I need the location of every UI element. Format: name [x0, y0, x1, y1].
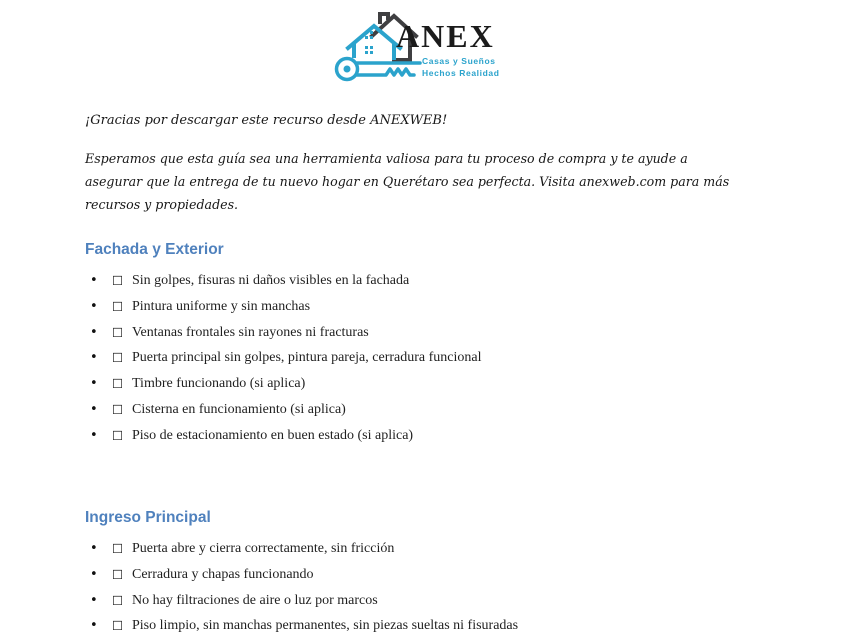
section-fachada-exterior — [85, 240, 481, 449]
checklist-item — [85, 588, 518, 614]
checkbox-glyph: ☐ — [112, 427, 124, 443]
bullet-marker: • — [90, 592, 98, 608]
checklist-item-text: Pintura uniforme y sin manchas — [132, 298, 311, 314]
checklist-item — [85, 536, 518, 562]
bullet-marker: • — [90, 566, 98, 582]
checkbox-glyph: ☐ — [112, 273, 124, 288]
intro-greeting: ¡Gracias por descargar este recurso desde ANEXWEB! — [85, 113, 448, 128]
checklist-item-text: Piso de estacionamiento en buen estado (si aplica) — [132, 427, 414, 443]
anex-logo — [334, 6, 504, 88]
intro-paragraph: Esperamos que esta guía sea una herramienta valiosa para tu proceso de compra y te ayude a asegurar que la entrega de tu nuevo hogar en Querétaro sea perfecta. Visita anexweb.com para más recursos y propiedades. — [85, 150, 730, 212]
checkbox-glyph: ☐ — [112, 566, 124, 582]
checkbox-glyph: ☐ — [112, 592, 124, 608]
checklist-item — [85, 345, 481, 371]
section-title: Fachada y Exterior — [85, 241, 224, 258]
checkbox-glyph: ☐ — [112, 298, 124, 314]
bullet-marker: • — [90, 350, 98, 366]
checklist-item — [85, 320, 481, 346]
checkbox-glyph: ☐ — [112, 350, 124, 366]
checklist-item-text: Cisterna en funcionamiento (si aplica) — [132, 401, 346, 417]
checklist-item — [85, 371, 481, 397]
checklist-item-text: Puerta abre y cierra correctamente, sin fricción — [132, 541, 395, 556]
section-title: Ingreso Principal — [85, 509, 211, 526]
bullet-marker: • — [90, 324, 98, 340]
checkbox-glyph: ☐ — [112, 618, 124, 634]
bullet-marker: • — [90, 273, 98, 288]
brand-tagline-line2: Hechos Realidad — [422, 68, 500, 78]
checklist-item — [85, 294, 481, 320]
checklist-item — [85, 423, 481, 449]
checklist-item-text: Piso limpio, sin manchas permanentes, sin piezas sueltas ni fisuradas — [132, 618, 519, 634]
brand-tagline — [422, 55, 500, 79]
bullet-marker: • — [90, 618, 98, 634]
checklist — [85, 536, 518, 639]
bullet-marker: • — [90, 541, 98, 556]
checkbox-glyph: ☐ — [112, 324, 124, 340]
checklist-item — [85, 613, 518, 639]
checklist-item-text: Puerta principal sin golpes, pintura pareja, cerradura funcional — [132, 350, 482, 366]
checklist-item-text: Cerradura y chapas funcionando — [132, 566, 314, 582]
brand-tagline-line1: Casas y Sueños — [422, 56, 496, 66]
checklist-item-text: Sin golpes, fisuras ni daños visibles en la fachada — [132, 273, 410, 288]
checklist-item-text: Ventanas frontales sin rayones ni fracturas — [132, 324, 369, 340]
brand-name: ANEX — [396, 18, 495, 54]
checklist-item-text: No hay filtraciones de aire o luz por marcos — [132, 592, 378, 608]
checkbox-glyph: ☐ — [112, 376, 124, 392]
checkbox-glyph: ☐ — [112, 401, 124, 417]
section-ingreso-principal — [85, 508, 518, 639]
checklist-item — [85, 397, 481, 423]
bullet-marker: • — [90, 376, 98, 392]
bullet-marker: • — [90, 427, 98, 443]
bullet-marker: • — [90, 401, 98, 417]
checkbox-glyph: ☐ — [112, 541, 124, 556]
bullet-marker: • — [90, 298, 98, 314]
checklist-item-text: Timbre funcionando (si aplica) — [132, 376, 306, 392]
checklist-item — [85, 562, 518, 588]
checklist — [85, 268, 481, 449]
checklist-item — [85, 268, 481, 294]
